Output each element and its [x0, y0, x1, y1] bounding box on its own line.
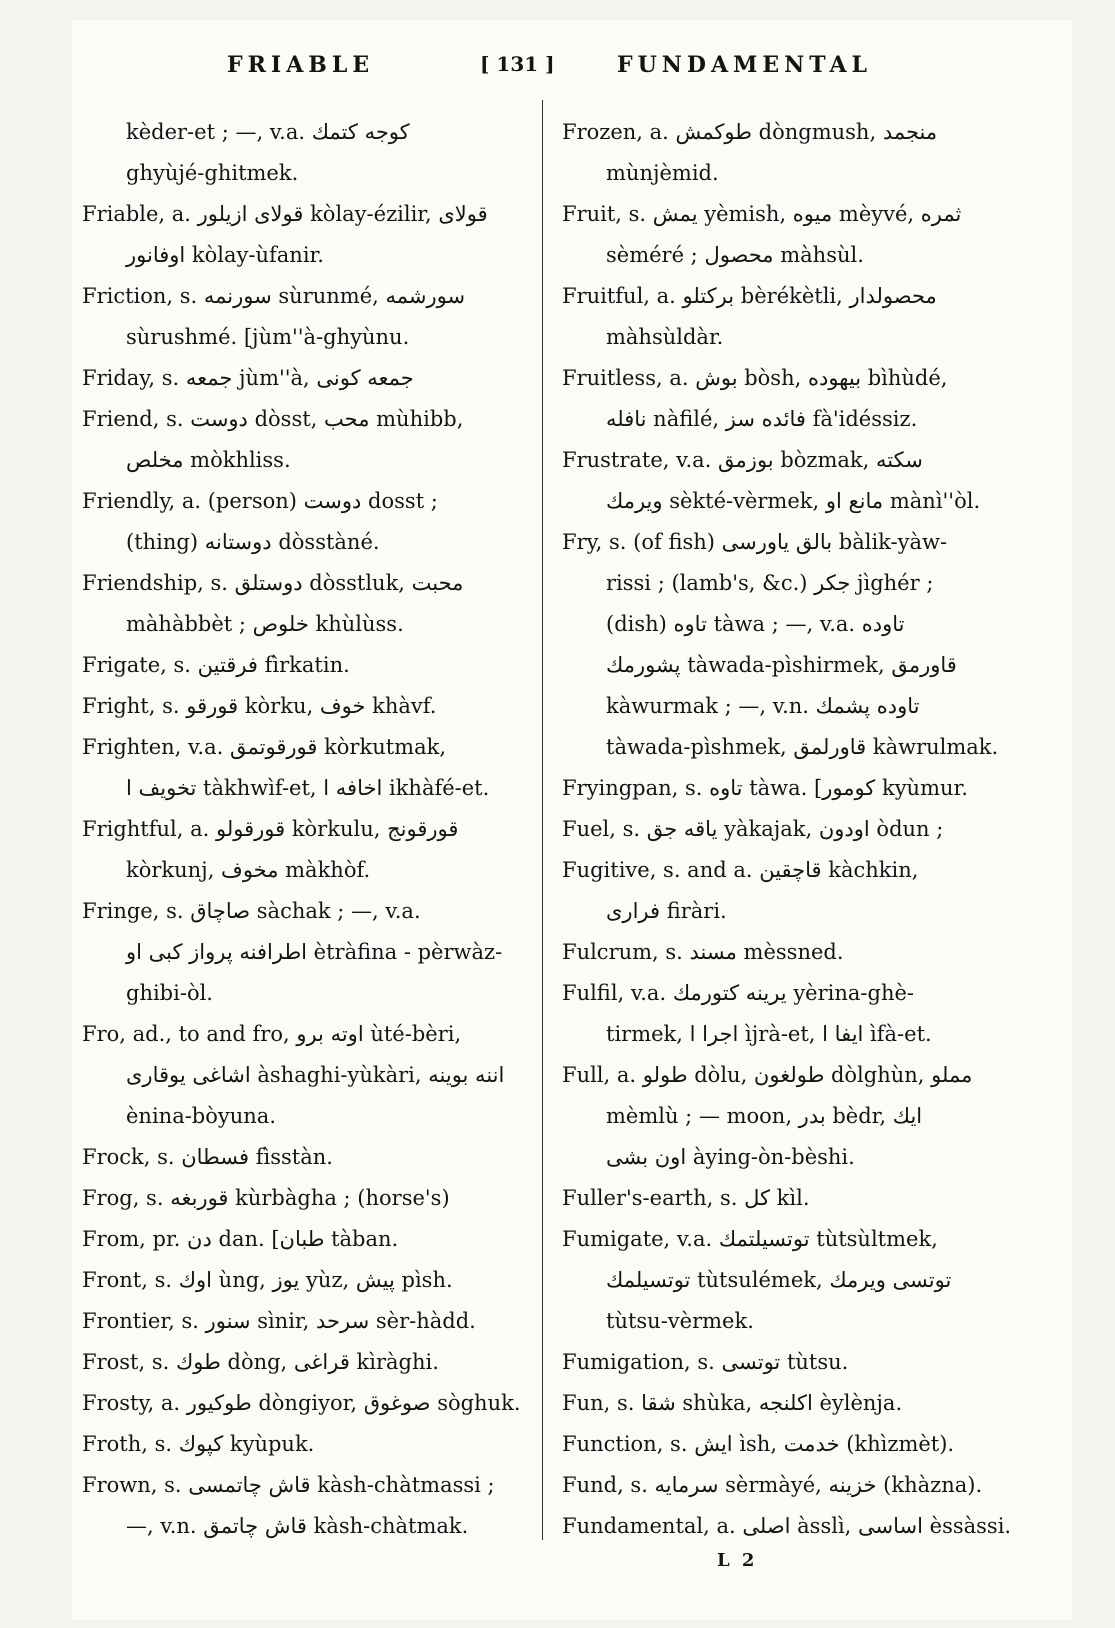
entry-line: Friendly, a. (person) دوست dosst ;	[82, 489, 438, 513]
entry-line: نافله nàfilé, فائده سز fà'idéssiz.	[606, 407, 918, 431]
entry-line: kòrkunj, مخوف màkhòf.	[126, 858, 371, 882]
entry-line: Fringe, s. صاچاق sàchak ; —, v.a.	[82, 899, 421, 923]
entry-line: Frosty, a. طوكيور dòngiyor, صوغوق sòghuk.	[82, 1391, 521, 1415]
entry-line: Frock, s. فسطان fìsstàn.	[82, 1145, 333, 1169]
entry-line: (thing) دوستانه dòsstàné.	[126, 530, 380, 554]
entry-line: Frozen, a. طوكمش dòngmush, منجمد	[562, 120, 938, 144]
entry-line: màhsùldàr.	[606, 325, 724, 349]
entry-line: ènina-bòyuna.	[126, 1104, 277, 1128]
entry-line: Frontier, s. سنور sìnir, سرحد sèr-hàdd.	[82, 1309, 476, 1333]
entry-line: Fumigate, v.a. توتسيلتمك tùtsùltmek,	[562, 1227, 938, 1251]
entry-line: kèder-et ; —, v.a. كوجه كتمك	[126, 120, 410, 144]
entry-line: Front, s. اوك ùng, يوز yùz, پيش pìsh.	[82, 1268, 453, 1292]
entry-line: tùtsu-vèrmek.	[606, 1309, 754, 1333]
entry-line: màhàbbèt ; خلوص khùlùss.	[126, 612, 404, 636]
entry-line: Fry, s. (of fish) بالق ياورسى bàlik-yàw-	[562, 530, 948, 554]
entry-line: Fugitive, s. and a. قاچقين kàchkin,	[562, 858, 919, 882]
entry-line: —, v.n. قاش چاتمق kàsh-chàtmak.	[126, 1514, 469, 1538]
entry-line: Fundamental, a. اصلى àsslì, اساسى èssàssi.	[562, 1514, 1012, 1538]
entry-line: kàwurmak ; —, v.n. تاوده پشمك	[606, 694, 920, 718]
entry-line: Frigate, s. فرقتين fìrkatin.	[82, 653, 350, 677]
entry-line: Fund, s. سرمايه sèrmàyé, خزينه (khàzna).	[562, 1473, 983, 1497]
entry-line: Friend, s. دوست dòsst, محب mùhibb,	[82, 407, 464, 431]
entry-line: Fun, s. شقا shùka, اكلنجه èylènja.	[562, 1391, 903, 1415]
entry-line: sèméré ; محصول màhsùl.	[606, 243, 864, 267]
header-left-word: FRIABLE	[227, 52, 375, 78]
entry-line: اون بشى àying-òn-bèshi.	[606, 1145, 855, 1169]
entry-line: Fruitless, a. بوش bòsh, بيهوده bìhùdé,	[562, 366, 948, 390]
entry-line: mùnjèmid.	[606, 161, 719, 185]
entry-line: From, pr. دن dan. [طبان tàban.	[82, 1227, 399, 1251]
entry-line: tàwada-pìshmek, قاورلمق kàwrulmak.	[606, 735, 999, 759]
entry-line: پشورمك tàwada-pìshirmek, قاورمق	[606, 653, 957, 677]
entry-line: مخلص mòkhliss.	[126, 448, 291, 472]
entry-line: Friable, a. قولای ازيلور kòlay-ézilir, قولای	[82, 202, 488, 226]
entry-line: فرارى firàri.	[606, 899, 727, 923]
entry-line: Fruitful, a. بركتلو bèrékètli, محصولدار	[562, 284, 937, 308]
entry-line: ghyùjé-ghitmek.	[126, 161, 299, 185]
entry-line: Frog, s. قوربغه kùrbàgha ; (horse's)	[82, 1186, 450, 1210]
entry-line: Fulcrum, s. مسند mèssned.	[562, 940, 844, 964]
entry-line: اشاغى يوقارى àshaghi-yùkàri, اننه بوينه	[126, 1063, 505, 1087]
entry-line: Fro, ad., to and fro, اوته برو ùté-bèri,	[82, 1022, 462, 1046]
entry-line: ghibi-òl.	[126, 981, 213, 1005]
running-header	[72, 42, 1072, 82]
entry-line: Frustrate, v.a. بوزمق bòzmak, سكته	[562, 448, 923, 472]
entry-line: Fuel, s. ياقه جق yàkajak, اودون òdun ;	[562, 817, 944, 841]
right-column	[562, 112, 1012, 1547]
entry-line: Fryingpan, s. تاوه tàwa. [كومور kyùmur.	[562, 776, 968, 800]
entry-line: Frown, s. قاش چاتمسى kàsh-chàtmassi ;	[82, 1473, 495, 1497]
entry-line: Fulfil, v.a. يرينه كتورمك yèrina-ghè-	[562, 981, 914, 1005]
entry-line: توتسيلمك tùtsulémek, توتسى ويرمك	[606, 1268, 952, 1292]
entry-line: Froth, s. كپوك kyùpuk.	[82, 1432, 315, 1456]
entry-line: Full, a. طولو dòlu, طولغون dòlghùn, مملو	[562, 1063, 973, 1087]
entry-line: Frost, s. طوك dòng, قراغى kìràghi.	[82, 1350, 439, 1374]
left-column	[82, 112, 522, 1547]
entry-line: ويرمك sèkté-vèrmek, مانع او mànì''òl.	[606, 489, 981, 513]
entry-line: Friendship, s. دوستلق dòsstluk, محبت	[82, 571, 464, 595]
entry-line: Fruit, s. يمش yèmish, ميوه mèyvé, ثمره	[562, 202, 962, 226]
page-number: [ 131 ]	[480, 52, 555, 76]
entry-line: tirmek, اجرا ا ìjrà-et, ايفا ا ìfà-et.	[606, 1022, 932, 1046]
entry-line: اطرافنه پرواز كبى او ètràfina - pèrwàz-	[126, 940, 503, 964]
entry-line: Friction, s. سورنمه sùrunmé, سورشمه	[82, 284, 466, 308]
entry-line: Fuller's-earth, s. كل kìl.	[562, 1186, 810, 1210]
column-divider	[542, 100, 543, 1540]
entry-line: Fright, s. قورقو kòrku, خوف khàvf.	[82, 694, 437, 718]
entry-line: mèmlù ; — moon, بدر bèdr, ايك	[606, 1104, 923, 1128]
entry-line: Function, s. ايش ìsh, خدمت (khìzmèt).	[562, 1432, 955, 1456]
entry-line: (dish) تاوه tàwa ; —, v.a. تاوده	[606, 612, 905, 636]
entry-line: اوفانور kòlay-ùfanir.	[126, 243, 324, 267]
header-right-word: FUNDAMENTAL	[617, 52, 872, 78]
dictionary-page	[72, 20, 1072, 1620]
entry-line: Frighten, v.a. قورقوتمق kòrkutmak,	[82, 735, 446, 759]
entry-line: تخويف ا tàkhwìf-et, اخافه ا ikhàfé-et.	[126, 776, 490, 800]
signature-mark: L 2	[717, 1550, 758, 1571]
entry-line: sùrushmé. [jùm''à-ghyùnu.	[126, 325, 410, 349]
entry-line: Fumigation, s. توتسى tùtsu.	[562, 1350, 849, 1374]
entry-line: Frightful, a. قورقولو kòrkulu, قورقونج	[82, 817, 459, 841]
entry-line: Friday, s. جمعه jùm''à, جمعه كونى	[82, 366, 414, 390]
entry-line: rissi ; (lamb's, &c.) جكر jìghér ;	[606, 571, 934, 595]
